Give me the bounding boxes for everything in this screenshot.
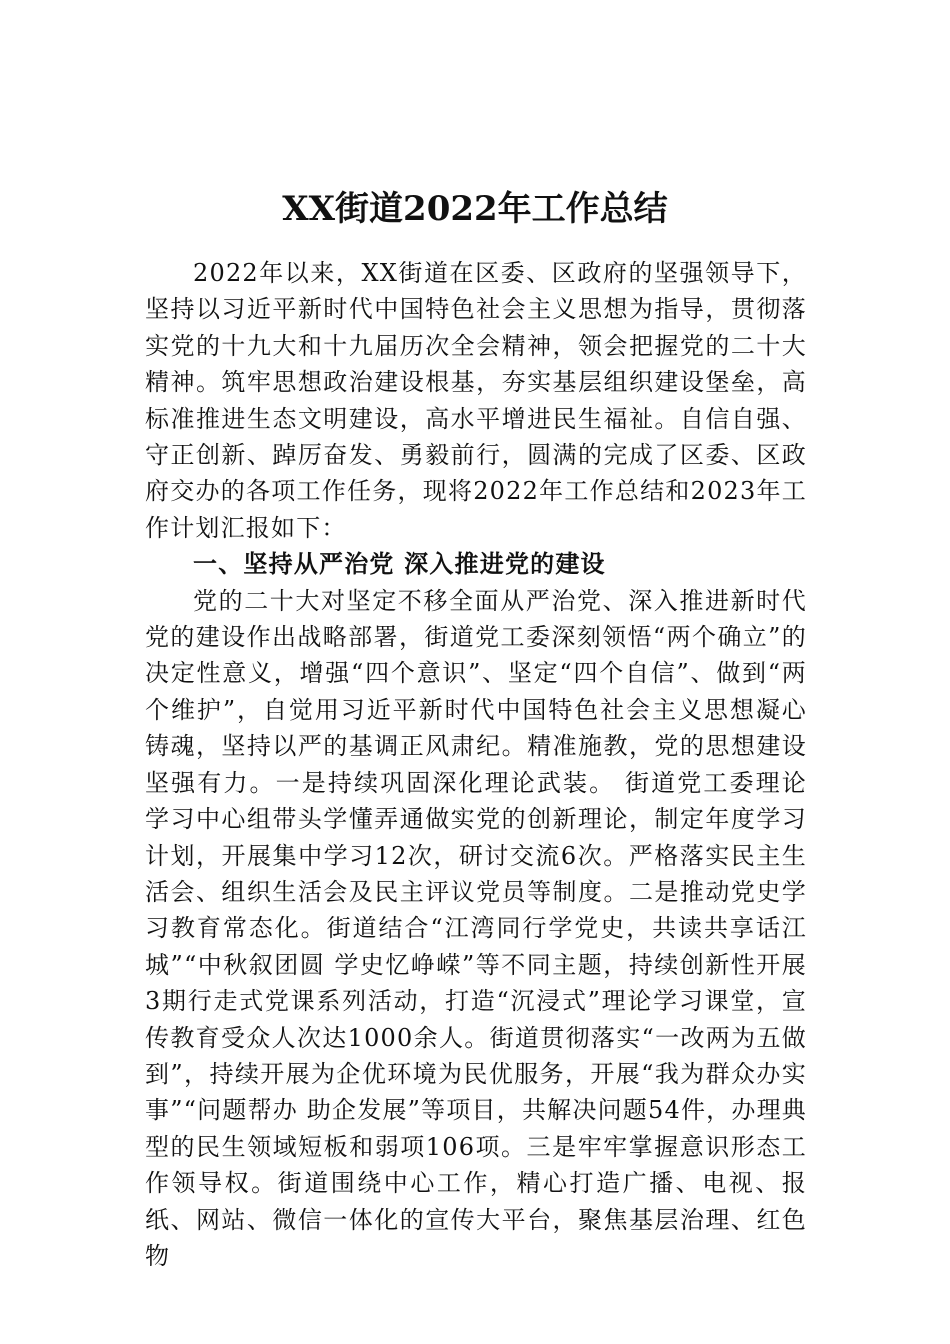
document-title: XX街道2022年工作总结 [282, 188, 668, 229]
intro-paragraph: 2022年以来，XX街道在区委、区政府的坚强领导下，坚持以习近平新时代中国特色社会主义思想为指导，贯彻落实党的十九大和十九届历次全会精神，领会把握党的二十大精神。筑牢思想政治建设根基，夯实基层组织建设堡垒，高标准推进生态文明建设，高水平增进民生福祉。自信自强、守正创新、踔厉奋发、勇毅前行，圆满的完成了区委、区政府交办的各项工作任务，现将2022年工作总结和2023年工作计划汇报如下： [145, 259, 807, 542]
section-paragraph: 党的二十大对坚定不移全面从严治党、深入推进新时代党的建设作出战略部署，街道党工委深刻领悟“两个确立”的决定性意义，增强“四个意识”、坚定“四个自信”、做到“两个维护”，自觉用习近平新时代中国特色社会主义思想凝心铸魂，坚持以严的基调正风肃纪。精准施教，党的思想建设坚强有力。一是持续巩固深化理论武装。 街道党工委理论学习中心组带头学懂弄通做实党的创新理论，制定年度学习计划，开展集中学习12次，研讨交流6次。严格落实民主生活会、组织生活会及民主评议党员等制度。二是推动党史学习教育常态化。街道结合“江湾同行学党史，共读共享话江城”“中秋叙团圆 学史忆峥嵘”等不同主题，持续创新性开展3期行走式党课系列活动，打造“沉浸式”理论学习课堂，宣传教育受众人次达1000余人。街道贯彻落实“一改两为五做到”，持续开展为企优环境为民优服务，开展“我为群众办实事”“问题帮办 助企发展”等项目，共解决问题54件，办理典型的民生领域短板和弱项106项。三是牢牢掌握意识形态工作领导权。街道围绕中心工作，精心打造广播、电视、报纸、网站、微信一体化的宣传大平台，聚焦基层治理、红色物 [145, 586, 807, 1270]
document-body [145, 255, 807, 1274]
section-heading: 一、坚持从严治党 深入推进党的建设 [193, 550, 606, 579]
